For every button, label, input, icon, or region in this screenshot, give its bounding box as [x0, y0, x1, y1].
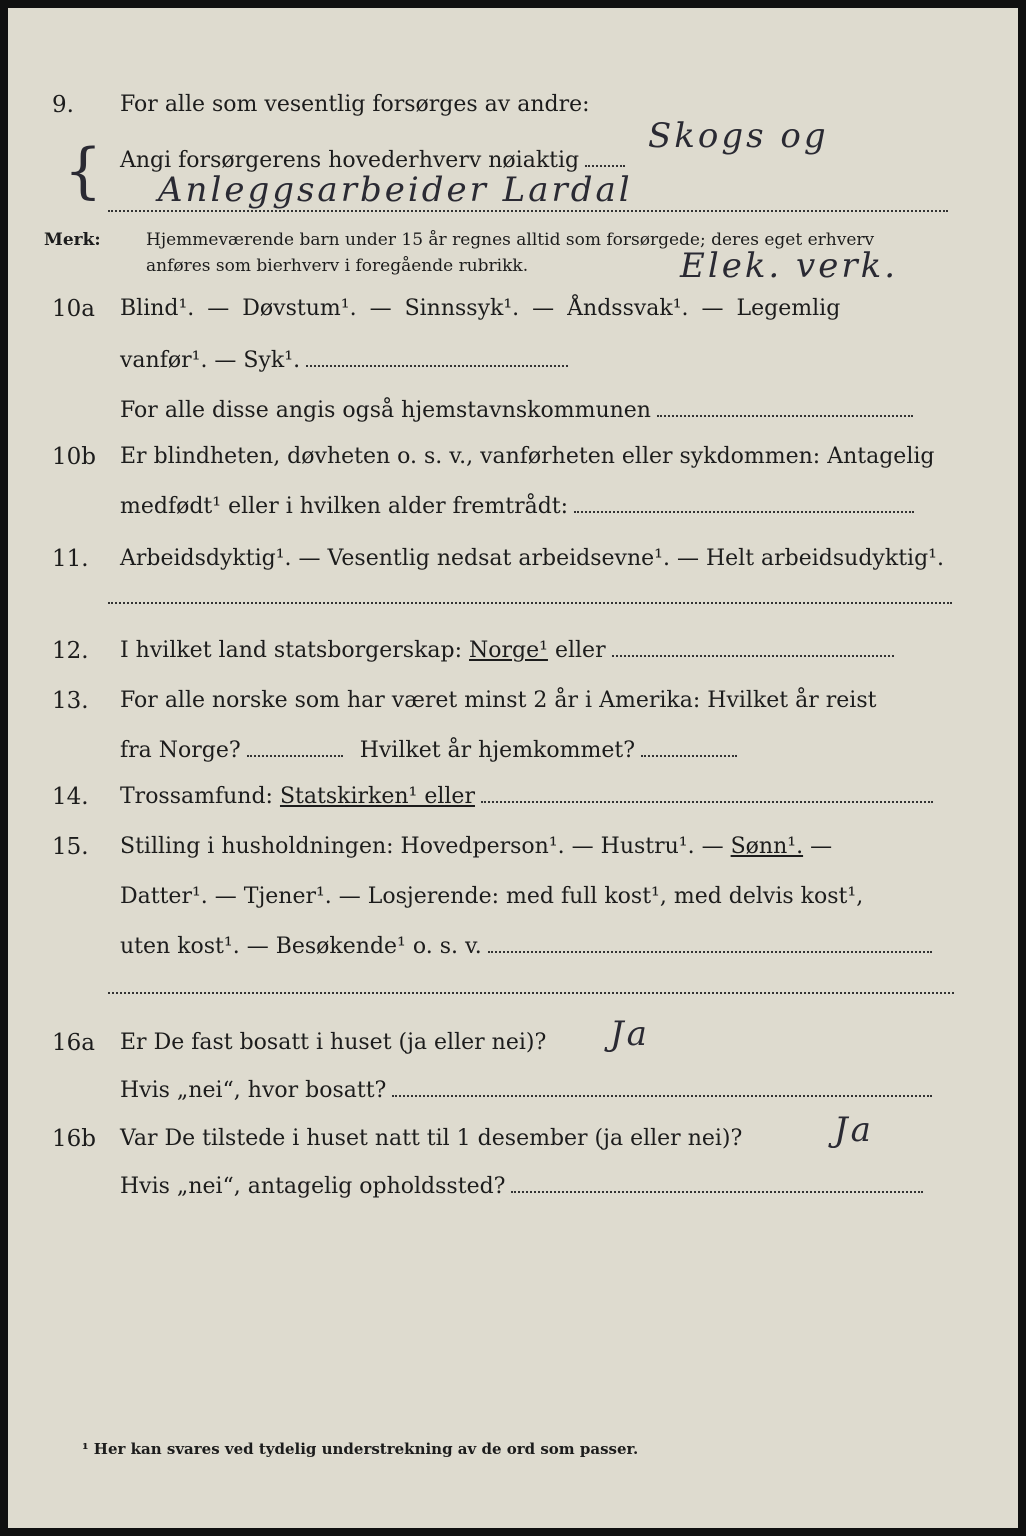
q15-line-1 — [120, 834, 832, 859]
q9-question: For alle som vesentlig forsørges av andre: — [120, 92, 590, 117]
q15-line-2: Datter¹. — Tjener¹. — Losjerende: med full kost¹, med delvis kost¹, — [120, 884, 864, 909]
q11-answer-line — [108, 602, 952, 604]
q12-option-norge: Norge¹ — [469, 638, 548, 663]
q14-answer-line — [481, 801, 933, 803]
q12-question: I hvilket land statsborgerskap: — [120, 638, 463, 663]
q15-number: 15. — [52, 834, 89, 860]
footnote: ¹ Her kan svares ved tydelig understrekning av de ord som passer. — [82, 1440, 639, 1458]
census-form-page — [8, 8, 1018, 1528]
q10a-line-2 — [120, 348, 568, 373]
q10a-line-3-text: For alle disse angis også hjemstavnskommunen — [120, 398, 651, 423]
q10a-hometown-line — [657, 415, 913, 417]
q16b-handwritten-answer: Ja — [834, 1110, 874, 1150]
q13-right-question: Hvilket år hjemkommet? — [359, 738, 636, 763]
q13-left-line — [247, 755, 343, 757]
q16a-number: 16a — [52, 1030, 95, 1056]
q15-line-1-end: — — [810, 834, 833, 859]
q10b-answer-line — [574, 511, 914, 513]
q9-handwritten-answer-part1: Skogs og — [648, 116, 829, 156]
q15-option-sonn: Sønn¹. — [730, 834, 804, 859]
q15-line-1-text: Stilling i husholdningen: Hovedperson¹. — Hustru¹. — — [120, 834, 724, 859]
q10b-line-1: Er blindheten, døvheten o. s. v., vanførheten eller sykdommen: Antagelig — [120, 444, 935, 469]
q12-tail: eller — [554, 638, 606, 663]
q13-right-line — [641, 755, 737, 757]
q13-left-question: fra Norge? — [120, 738, 241, 763]
q11-line-1: Arbeidsdyktig¹. — Vesentlig nedsat arbeidsevne¹. — Helt arbeidsudyktig¹. — [120, 546, 944, 571]
q10a-number: 10a — [52, 296, 95, 322]
q16a-line-1: Er De fast bosatt i huset (ja eller nei)? — [120, 1030, 547, 1055]
q12-answer-line — [612, 655, 894, 657]
q16b-line-2 — [120, 1174, 923, 1199]
q9-number: 9. — [52, 92, 74, 118]
q9-occupation-label: Angi forsørgerens hovederhverv nøiaktig — [120, 148, 580, 173]
q14-number: 14. — [52, 784, 89, 810]
q16a-line-2 — [120, 1078, 932, 1103]
q12-row — [120, 638, 894, 663]
q9-handwritten-answer-part3: Elek. verk. — [680, 246, 899, 286]
q15-line-3-text: uten kost¹. — Besøkende¹ o. s. v. — [120, 934, 482, 959]
q9-answer-line — [585, 165, 625, 167]
q16a-handwritten-answer: Ja — [610, 1014, 650, 1054]
q14-question: Trossamfund: — [120, 784, 273, 809]
handwritten-brace: { — [64, 136, 103, 206]
q15-answer-line — [488, 951, 932, 953]
q9-note-line-2: anføres som bierhverv i foregående rubrikk. — [146, 256, 529, 276]
q13-line-2 — [120, 738, 737, 763]
q9-note-line-1: Hjemmeværende barn under 15 år regnes alltid som forsørgede; deres eget erhverv — [146, 230, 875, 250]
q10a-line-1: Blind¹. — Døvstum¹. — Sinnssyk¹. — Åndssvak¹. — Legemlig — [120, 296, 841, 321]
q10b-number: 10b — [52, 444, 96, 470]
q16b-line-2-text: Hvis „nei“, antagelig opholdssted? — [120, 1174, 506, 1199]
q13-number: 13. — [52, 688, 89, 714]
q16b-answer-line — [511, 1191, 923, 1193]
q10b-line-2-text: medfødt¹ eller i hvilken alder fremtrådt: — [120, 494, 569, 519]
q9-answer-line-2 — [108, 210, 948, 212]
q12-number: 12. — [52, 638, 89, 664]
q9-handwritten-answer-part2: Anleggsarbeider Lardal — [158, 170, 633, 210]
q10b-line-2 — [120, 494, 914, 519]
q16a-answer-line — [392, 1095, 932, 1097]
q10a-line-2-text: vanfør¹. — Syk¹. — [120, 348, 301, 373]
q14-row — [120, 784, 933, 809]
q15-line-3 — [120, 934, 932, 959]
q9-note-label: Merk: — [44, 230, 101, 250]
q14-option: Statskirken¹ eller — [279, 784, 475, 809]
q16b-line-1: Var De tilstede i huset natt til 1 desember (ja eller nei)? — [120, 1126, 743, 1151]
q10a-answer-line — [306, 365, 568, 367]
q15-answer-line-2 — [108, 992, 954, 994]
q10a-line-3 — [120, 398, 913, 423]
q11-number: 11. — [52, 546, 89, 572]
q13-line-1: For alle norske som har været minst 2 år i Amerika: Hvilket år reist — [120, 688, 877, 713]
q16a-line-2-text: Hvis „nei“, hvor bosatt? — [120, 1078, 387, 1103]
q16b-number: 16b — [52, 1126, 96, 1152]
